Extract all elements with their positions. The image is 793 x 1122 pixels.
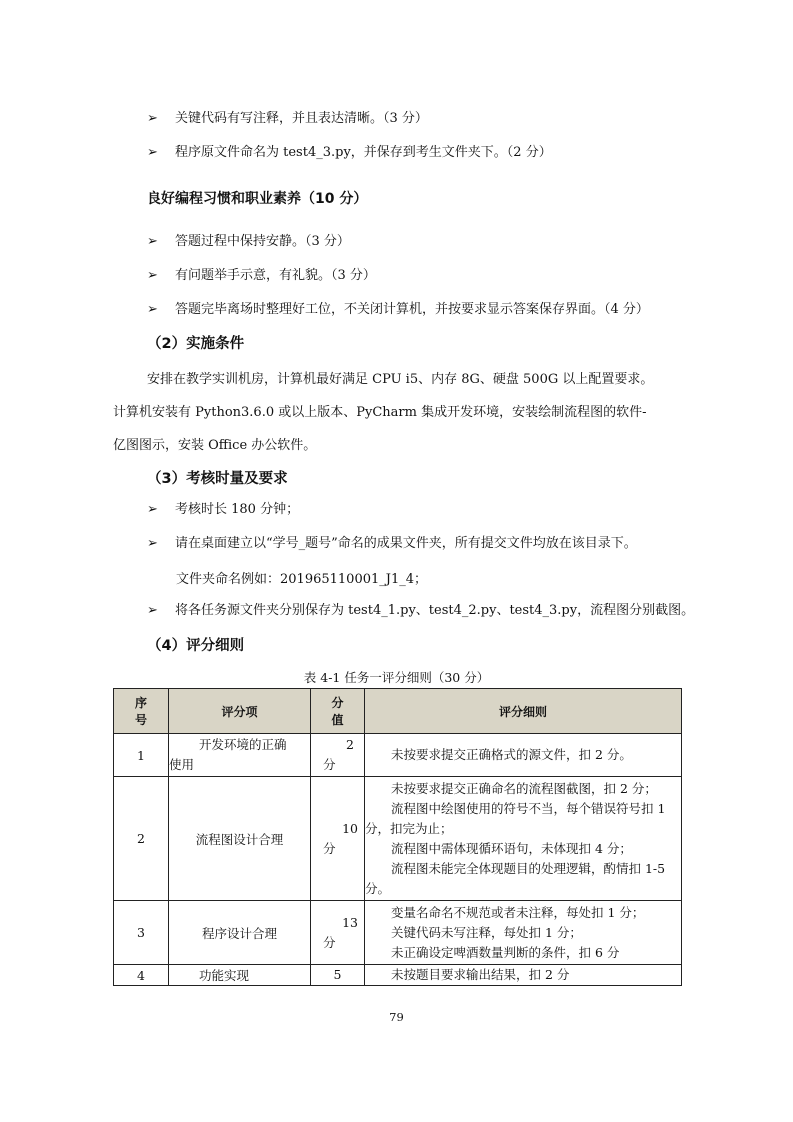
- arrow-bullet-icon: ➢: [147, 502, 158, 517]
- row-detail: [365, 965, 682, 986]
- arrow-bullet-icon: ➢: [147, 234, 158, 249]
- detail-line: 分。: [365, 880, 391, 896]
- row-detail: [365, 734, 682, 777]
- row-item-line: 使用: [169, 757, 195, 772]
- row-detail: [365, 901, 682, 965]
- row-number: 3: [114, 901, 169, 965]
- bullet-item: [147, 267, 376, 285]
- row-score: [311, 734, 365, 777]
- header-score-line: 分: [331, 696, 344, 710]
- habit-heading: 良好编程习惯和职业素养（10 分）: [147, 191, 368, 207]
- header-number-line: 序: [134, 696, 147, 710]
- header-detail: 评分细则: [365, 689, 682, 734]
- table-row: [114, 965, 682, 986]
- page-number: 79: [389, 1010, 404, 1024]
- row-score-line: 分: [323, 934, 336, 950]
- header-number: [114, 689, 169, 734]
- arrow-bullet-icon: ➢: [147, 111, 158, 126]
- bullet-text: 答题完毕离场时整理好工位，不关闭计算机，并按要求显示答案保存界面。（4 分）: [175, 302, 649, 317]
- detail-line: 变量名命名不规范或者未注释，每处扣 1 分；: [391, 904, 645, 920]
- section-3-heading: （3）考核时量及要求: [147, 471, 288, 487]
- row-number: 1: [114, 734, 169, 777]
- row-score-line: 分: [323, 840, 336, 856]
- arrow-bullet-icon: ➢: [147, 145, 158, 160]
- bullet-text: 将各任务源文件夹分别保存为 test4_1.py、test4_2.py、test4_3.py，流程图分别截图。: [175, 603, 695, 618]
- row-item: 流程图设计合理: [169, 777, 311, 901]
- folder-example-line: 文件夹命名例如：201965110001_J1_4；: [176, 572, 428, 587]
- row-item-line: 开发环境的正确: [199, 737, 287, 752]
- detail-line: 未按要求提交正确格式的源文件，扣 2 分。: [391, 747, 632, 762]
- table-header-row: [114, 689, 682, 734]
- row-score-line: 13: [342, 914, 358, 930]
- row-score: [311, 901, 365, 965]
- table-row: [114, 734, 682, 777]
- table-caption: 表 4-1 任务一评分细则（30 分）: [303, 670, 490, 685]
- row-score-line: 2: [346, 737, 354, 752]
- detail-line: 未按题目要求输出结果，扣 2 分: [391, 967, 570, 982]
- bullet-item: [147, 144, 552, 162]
- table-row: [114, 777, 682, 901]
- section-2-line: 计算机安装有 Python3.6.0 或以上版本、PyCharm 集成开发环境，安装绘制流程图的软件-: [113, 405, 647, 420]
- bullet-text: 关键代码有写注释，并且表达清晰。（3 分）: [175, 111, 428, 126]
- row-detail: [365, 777, 682, 901]
- header-score: [311, 689, 365, 734]
- header-number-line: 号: [134, 713, 147, 727]
- bullet-item: [147, 501, 299, 519]
- section-2-heading: （2）实施条件: [147, 336, 245, 352]
- row-score-line: 10: [342, 820, 358, 836]
- detail-line: 关键代码未写注释，每处扣 1 分；: [391, 924, 582, 940]
- row-item: 程序设计合理: [169, 901, 311, 965]
- detail-line: 流程图未能完全体现题目的处理逻辑，酌情扣 1-5: [391, 860, 666, 876]
- table-row: [114, 901, 682, 965]
- row-score-line: 分: [323, 757, 336, 772]
- bullet-text: 请在桌面建立以“学号_题号”命名的成果文件夹，所有提交文件均放在该目录下。: [175, 536, 637, 551]
- bullet-text: 考核时长 180 分钟；: [175, 502, 300, 517]
- scoring-table: [113, 688, 682, 986]
- detail-line: 未按要求提交正确命名的流程图截图，扣 2 分；: [391, 780, 657, 796]
- detail-line: 流程图中绘图使用的符号不当，每个错误符号扣 1: [391, 800, 666, 816]
- row-number: 2: [114, 777, 169, 901]
- header-score-line: 值: [331, 713, 344, 727]
- bullet-text: 答题过程中保持安静。（3 分）: [175, 234, 350, 249]
- section-4-heading: （4）评分细则: [147, 638, 245, 654]
- row-item: 功能实现: [169, 965, 311, 986]
- detail-line: 流程图中需体现循环语句，未体现扣 4 分；: [391, 840, 632, 856]
- bullet-item: [147, 602, 694, 620]
- section-2-line: 亿图图示，安装 Office 办公软件。: [113, 438, 317, 453]
- bullet-item: [147, 301, 649, 319]
- arrow-bullet-icon: ➢: [147, 268, 158, 283]
- detail-line: 未正确设定啤酒数量判断的条件，扣 6 分: [391, 944, 620, 960]
- detail-line: 分，扣完为止；: [365, 820, 453, 836]
- arrow-bullet-icon: ➢: [147, 603, 158, 618]
- bullet-text: 有问题举手示意，有礼貌。（3 分）: [175, 268, 376, 283]
- bullet-item: [147, 110, 428, 128]
- arrow-bullet-icon: ➢: [147, 302, 158, 317]
- section-2-line: 安排在教学实训机房，计算机最好满足 CPU i5、内存 8G、硬盘 500G 以上配置要求。: [147, 372, 654, 387]
- arrow-bullet-icon: ➢: [147, 536, 158, 551]
- bullet-item: [147, 535, 637, 553]
- header-item: 评分项: [169, 689, 311, 734]
- bullet-item: [147, 233, 350, 251]
- row-number: 4: [114, 965, 169, 986]
- row-score: [311, 777, 365, 901]
- bullet-text: 程序原文件命名为 test4_3.py，并保存到考生文件夹下。（2 分）: [175, 145, 552, 160]
- row-item: [169, 734, 311, 777]
- row-score: 5: [311, 965, 365, 986]
